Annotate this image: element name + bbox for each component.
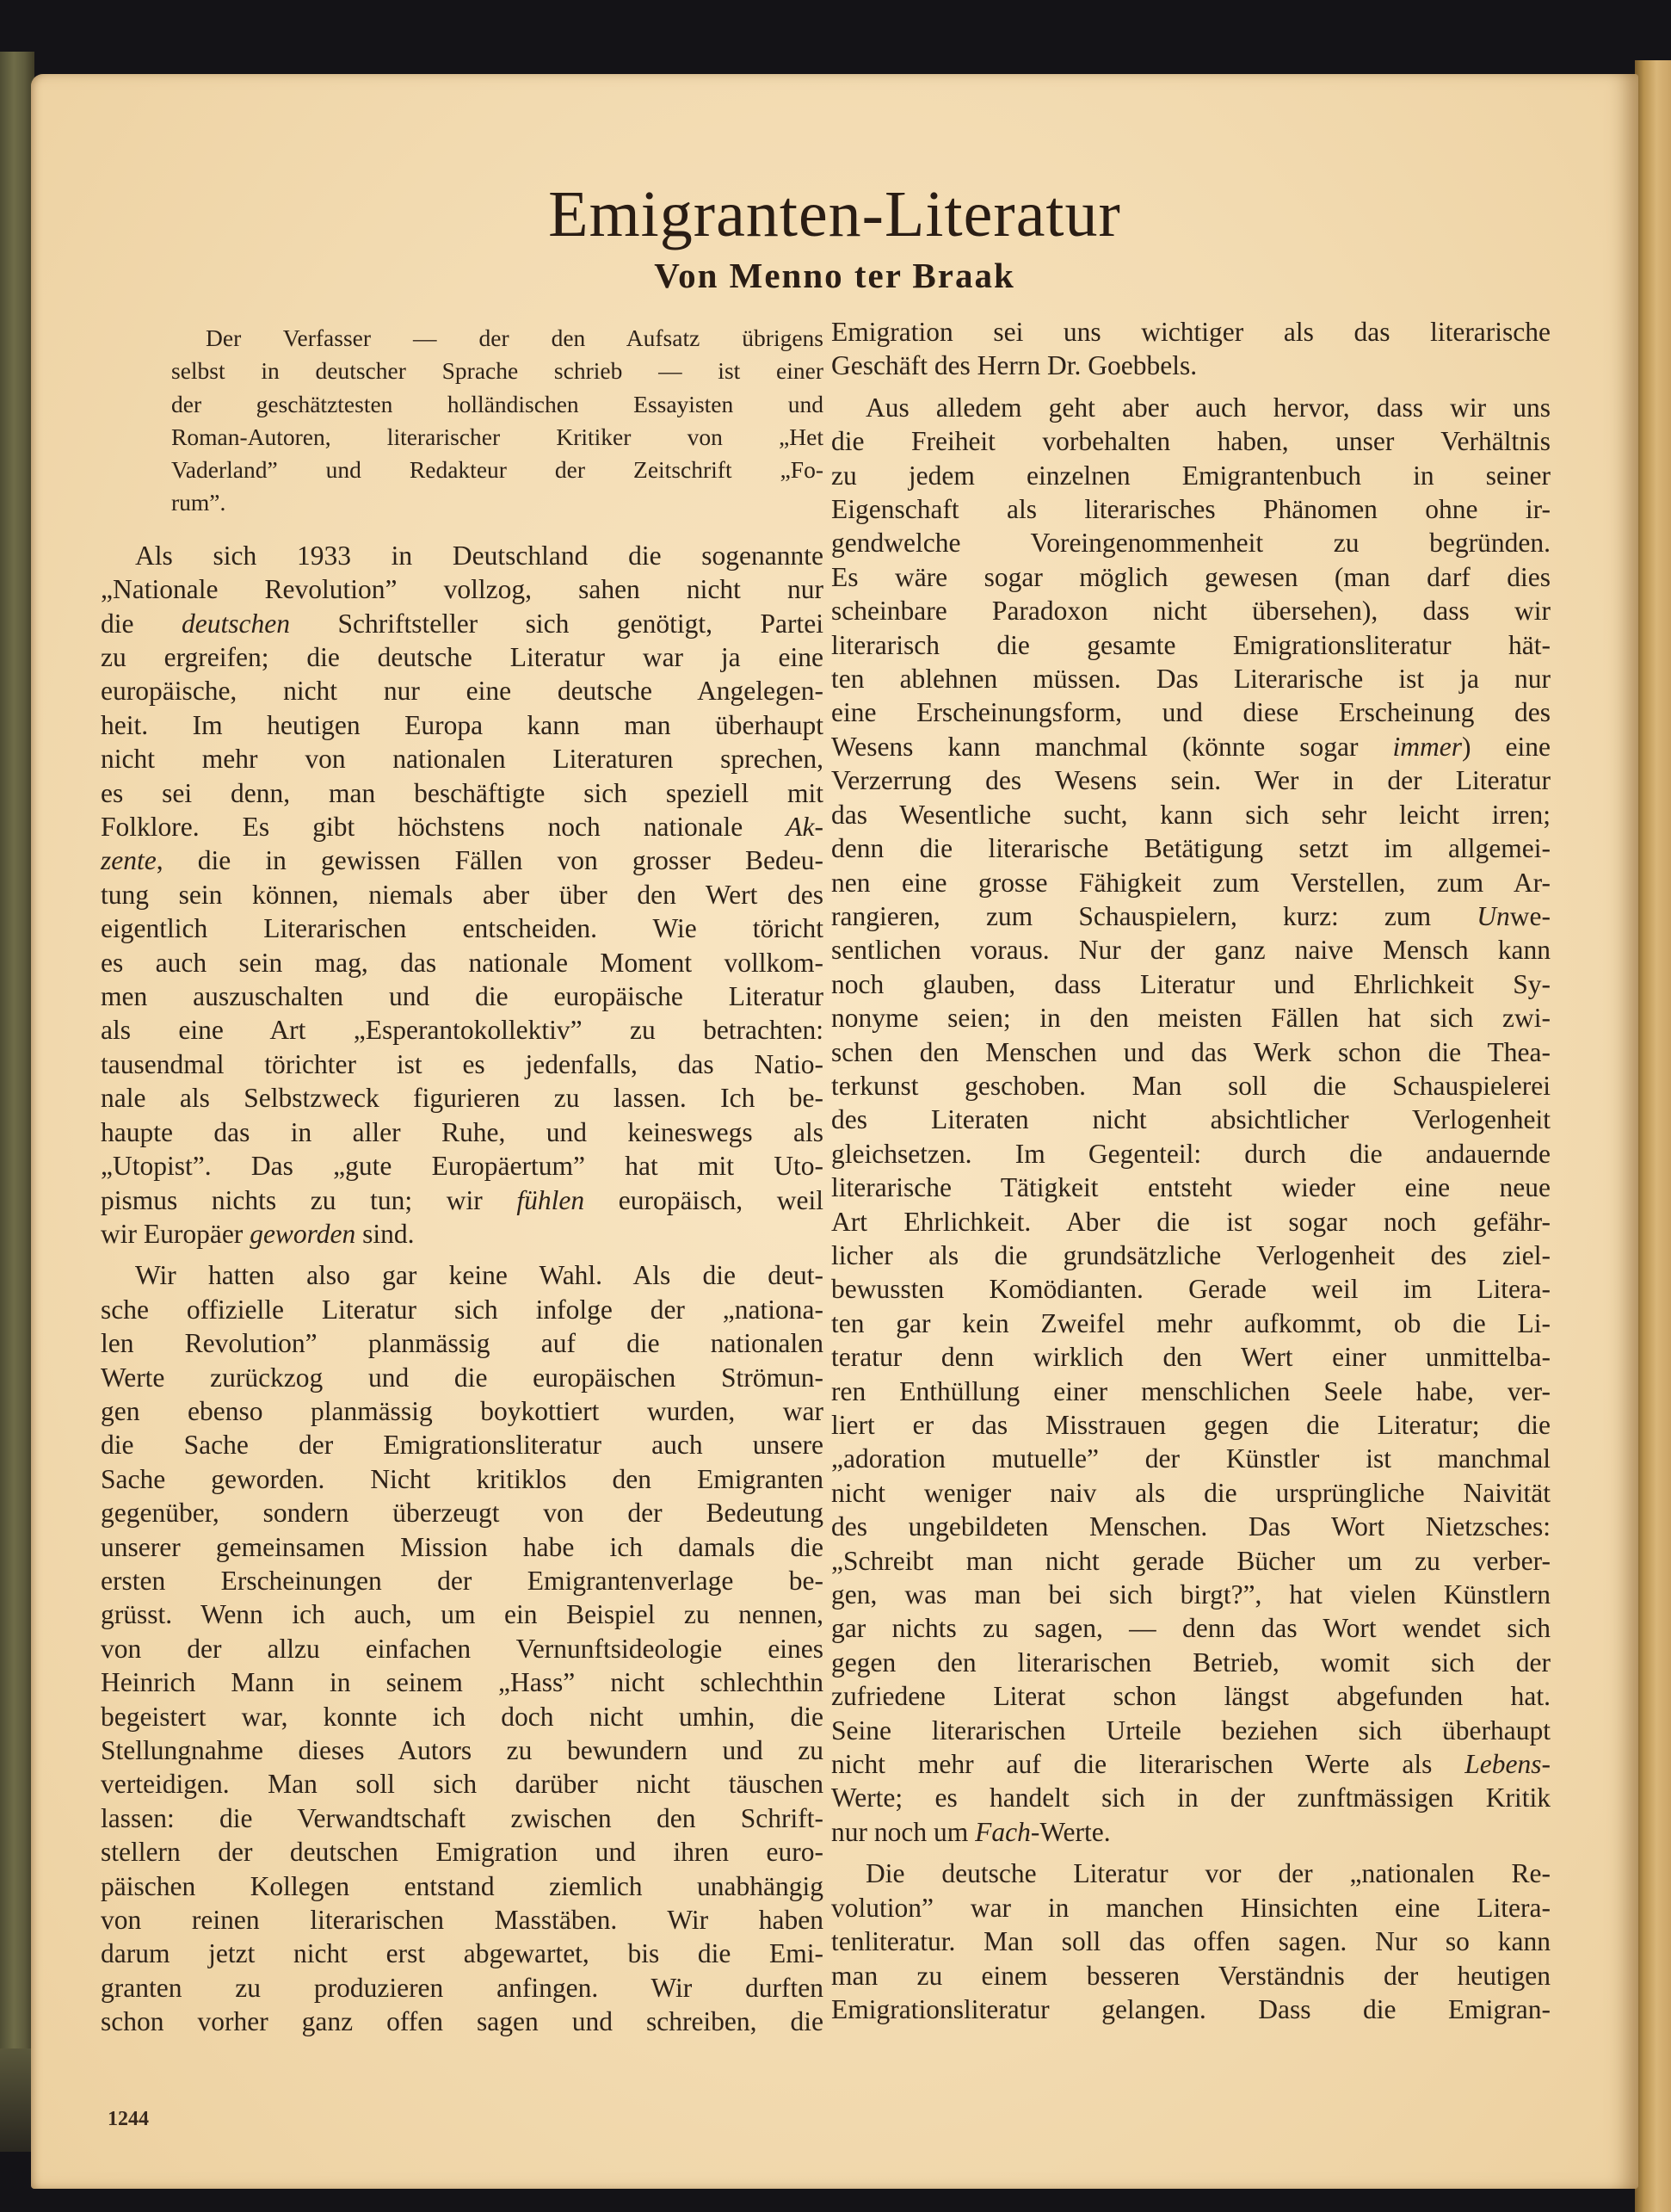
text-line: Es wäre sogar möglich gewesen (man darf dies <box>831 561 1551 592</box>
text-segment: nicht mehr auf die literarischen Werte als <box>831 1749 1465 1780</box>
author-note <box>171 322 823 520</box>
text-line: volution” war in manchen Hinsichten eine Litera- <box>831 1892 1551 1923</box>
text-line: Die deutsche Literatur vor der „nationalen Re- <box>866 1858 1551 1889</box>
text-line: ersten Erscheinungen der Emigrantenverlage be- <box>101 1565 823 1596</box>
next-page-edge <box>1635 60 1671 2212</box>
article-byline: Von Menno ter Braak <box>654 256 1015 295</box>
text-line <box>831 730 1551 763</box>
text-line: Geschäft des Herrn Dr. Goebbels. <box>831 350 1198 381</box>
text-line: man zu einem besseren Verständnis der heutigen <box>831 1960 1551 1991</box>
text-line: „Schreibt man nicht gerade Bücher um zu verber- <box>831 1545 1551 1576</box>
text-line: teratur denn wirklich den Wert einer unmittelba- <box>831 1342 1551 1373</box>
text-line: zu jedem einzelnen Emigrantenbuch in seiner <box>831 460 1551 491</box>
text-line: europäische, nicht nur eine deutsche Angelegen- <box>101 676 823 707</box>
paragraph <box>101 539 823 1251</box>
emphasis: Lebens- <box>1464 1749 1551 1780</box>
emphasis: Un <box>1477 900 1510 931</box>
text-line: gegen den literarischen Betrieb, womit sich der <box>831 1647 1551 1678</box>
book-binding <box>0 52 34 2100</box>
text-line: das Wesentliche sucht, kann sich sehr leicht irren; <box>831 799 1551 830</box>
paragraph <box>831 1857 1551 2026</box>
text-segment: -Werte. <box>1030 1816 1111 1847</box>
right-column <box>831 315 1551 2026</box>
text-line: päischen Kollegen entstand ziemlich unabhängig <box>101 1870 823 1901</box>
text-line: Werte; es handelt sich in der zunftmässigen Kritik <box>831 1783 1551 1813</box>
text-line: Aus alledem geht aber auch hervor, dass wir uns <box>866 392 1551 423</box>
text-line <box>831 899 1551 933</box>
emphasis: zente <box>101 845 157 876</box>
paragraph <box>831 315 1551 383</box>
text-segment: Schriftsteller sich genötigt, Partei <box>289 608 824 639</box>
text-line: nale als Selbstzweck figurieren zu lassen. Ich be- <box>101 1083 823 1114</box>
text-line: sentlichen voraus. Nur der ganz naive Mensch kann <box>831 935 1551 966</box>
text-line: lassen: die Verwandtschaft zwischen den Schrift- <box>101 1802 823 1833</box>
text-segment: rangieren, zum Schauspielern, kurz: zum <box>831 900 1477 931</box>
text-line: gleichsetzen. Im Gegenteil: durch die andauernde <box>831 1138 1551 1169</box>
text-segment: die <box>101 608 182 639</box>
text-line: „adoration mutuelle” der Künstler ist manchmal <box>831 1443 1551 1474</box>
text-line: stellern der deutschen Emigration und ihren euro- <box>101 1837 823 1868</box>
text-line <box>101 1183 823 1217</box>
text-line: selbst in deutscher Sprache schrieb — ist einer <box>171 357 823 385</box>
text-line: zu ergreifen; die deutsche Literatur war ja eine <box>101 642 823 672</box>
text-line: gegenüber, sondern überzeugt von der Bedeutung <box>101 1498 823 1529</box>
text-line: terkunst geschoben. Man soll die Schauspielerei <box>831 1070 1551 1101</box>
text-segment: wir Europäer <box>101 1218 250 1249</box>
left-column-body <box>101 539 823 2039</box>
text-line: nicht mehr von nationalen Literaturen sprechen, <box>101 744 823 775</box>
text-line: Sache geworden. Nicht kritiklos den Emigranten <box>101 1463 823 1494</box>
book-page <box>31 74 1638 2189</box>
text-line: von reinen literarischen Masstäben. Wir haben <box>101 1905 823 1936</box>
text-line: nonyme seien; in den meisten Fällen hat sich zwi- <box>831 1003 1551 1034</box>
text-line: Emigration sei uns wichtiger als das literarische <box>831 317 1551 347</box>
text-line: schon vorher ganz offen sagen und schreiben, die <box>101 2006 823 2037</box>
text-line: Der Verfasser — der den Aufsatz übrigens <box>206 324 823 351</box>
text-line: scheinbare Paradoxon nicht übersehen), dass wir <box>831 596 1551 627</box>
text-line: literarisch die gesamte Emigrationsliteratur hät- <box>831 629 1551 660</box>
emphasis: geworden <box>250 1218 356 1249</box>
text-line: der geschätztesten holländischen Essayisten und <box>171 390 823 417</box>
text-line: men auszuschalten und die europäische Literatur <box>101 981 823 1012</box>
text-segment: we- <box>1509 900 1551 931</box>
text-segment: europäisch, weil <box>584 1184 823 1215</box>
right-column-body <box>831 315 1551 2026</box>
text-line: sche offizielle Literatur sich infolge der „nationa- <box>101 1294 823 1325</box>
text-line: heit. Im heutigen Europa kann man überhaupt <box>101 709 823 740</box>
text-line: die Freiheit vorbehalten haben, unser Verhältnis <box>831 426 1551 457</box>
text-line: eigentlich Literarischen entscheiden. Wie töricht <box>101 913 823 944</box>
text-line: Art Ehrlichkeit. Aber die ist sogar noch gefähr- <box>831 1206 1551 1237</box>
text-line <box>101 810 823 843</box>
text-line: tung sein können, niemals aber über den Wert des <box>101 879 823 910</box>
emphasis: Fach <box>975 1816 1031 1847</box>
page-number: 1244 <box>108 2108 149 2130</box>
text-line: von der allzu einfachen Vernunftsideologie eines <box>101 1633 823 1664</box>
text-line: als eine Art „Esperantokollektiv” zu betrachten: <box>101 1015 823 1046</box>
text-segment: pismus nichts zu tun; wir <box>101 1184 517 1215</box>
text-line: Eigenschaft als literarisches Phänomen ohne ir- <box>831 494 1551 525</box>
text-line: unserer gemeinsamen Mission habe ich damals die <box>101 1531 823 1562</box>
emphasis: immer <box>1392 731 1462 762</box>
text-line: Verzerrung des Wesens sein. Wer in der Literatur <box>831 765 1551 796</box>
text-line: gen, was man bei sich birgt?”, hat vielen Künstlern <box>831 1579 1551 1610</box>
text-line: granten zu produzieren anfingen. Wir durften <box>101 1972 823 2003</box>
text-segment: sind. <box>355 1218 415 1249</box>
text-segment: Wesens kann manchmal (könnte sogar <box>831 731 1393 762</box>
text-line <box>101 607 823 640</box>
text-line: len Revolution” planmässig auf die nationalen <box>101 1328 823 1359</box>
text-line: verteidigen. Man soll sich darüber nicht täuschen <box>101 1769 823 1800</box>
text-segment: ) eine <box>1462 731 1551 762</box>
text-line: licher als die grundsätzliche Verlogenheit des ziel- <box>831 1239 1551 1270</box>
text-line: tausendmal törichter ist es jedenfalls, das Natio- <box>101 1048 823 1079</box>
emphasis: Ak- <box>786 812 823 843</box>
text-line: nen eine grosse Fähigkeit zum Verstellen, zum Ar- <box>831 867 1551 898</box>
text-line: des ungebildeten Menschen. Das Wort Nietzsches: <box>831 1511 1551 1542</box>
text-line: denn die literarische Betätigung setzt im allgemei- <box>831 833 1551 864</box>
text-line: es auch sein mag, das nationale Moment vollkom- <box>101 947 823 978</box>
text-line: tenliteratur. Man soll das offen sagen. Nur so kann <box>831 1926 1551 1957</box>
text-line: gendwelche Voreingenommenheit zu begründen. <box>831 528 1551 559</box>
text-line: haupte das in aller Ruhe, und keineswegs als <box>101 1116 823 1147</box>
text-line: rum”. <box>171 489 226 516</box>
left-column <box>101 322 823 2039</box>
text-line <box>101 843 823 877</box>
text-line: Wir hatten also gar keine Wahl. Als die deut- <box>135 1260 823 1291</box>
text-line: bewussten Komödianten. Gerade weil im Litera- <box>831 1274 1551 1305</box>
text-segment: nur noch um <box>831 1816 976 1847</box>
text-line: Emigrationsliteratur gelangen. Dass die Emigran- <box>831 1993 1551 2024</box>
text-line <box>101 1217 823 1251</box>
paragraph <box>831 391 1551 1849</box>
text-line: des Literaten nicht absichtlicher Verlogenheit <box>831 1104 1551 1135</box>
text-line: gar nichts zu sagen, — denn das Wort wendet sich <box>831 1613 1551 1644</box>
text-line: Werte zurückzog und die europäischen Strömun- <box>101 1362 823 1393</box>
text-line <box>831 1747 1551 1781</box>
text-line: nicht weniger naiv als die ursprüngliche Naivität <box>831 1477 1551 1508</box>
text-line: noch glauben, dass Literatur und Ehrlichkeit Sy- <box>831 968 1551 999</box>
text-line: grüsst. Wenn ich auch, um ein Beispiel zu nennen, <box>101 1599 823 1630</box>
text-line: liert er das Misstrauen gegen die Literatur; die <box>831 1410 1551 1440</box>
text-line: begeistert war, konnte ich doch nicht umhin, die <box>101 1701 823 1732</box>
paragraph <box>101 1258 823 2038</box>
text-line: eine Erscheinungsform, und diese Erscheinung des <box>831 697 1551 728</box>
text-line: Als sich 1933 in Deutschland die sogenannte <box>135 540 823 571</box>
text-line: ren Enthüllung einer menschlichen Seele habe, ver- <box>831 1375 1551 1406</box>
text-line: Heinrich Mann in seinem „Hass” nicht schlechthin <box>101 1667 823 1698</box>
text-line: Stellungnahme dieses Autors zu bewundern und zu <box>101 1735 823 1765</box>
text-segment: Folklore. Es gibt höchstens noch nationale <box>101 812 786 843</box>
text-line: die Sache der Emigrationsliteratur auch unsere <box>101 1430 823 1461</box>
text-line: gen ebenso planmässig boykottiert wurden, war <box>101 1395 823 1426</box>
text-segment: , die in gewissen Fällen von grosser Bedeu- <box>156 845 823 876</box>
text-line: Vaderland” und Redakteur der Zeitschrift „Fo- <box>171 456 823 484</box>
emphasis: fühlen <box>516 1184 585 1215</box>
text-line: „Utopist”. Das „gute Europäertum” hat mit Uto- <box>101 1151 823 1182</box>
text-line <box>831 1815 1551 1849</box>
text-line: „Nationale Revolution” vollzog, sahen nicht nur <box>101 574 823 605</box>
emphasis: deutschen <box>182 608 290 639</box>
text-line: literarische Tätigkeit entsteht wieder eine neue <box>831 1172 1551 1203</box>
text-line: schen den Menschen und das Werk schon die Thea- <box>831 1036 1551 1067</box>
text-line: Roman-Autoren, literarischer Kritiker von „Het <box>171 423 823 450</box>
text-line: Seine literarischen Urteile beziehen sich überhaupt <box>831 1715 1551 1746</box>
article-title: Emigranten-Literatur <box>548 178 1121 250</box>
text-line: ten ablehnen müssen. Das Literarische ist ja nur <box>831 664 1551 695</box>
text-line: darum jetzt nicht erst abgewartet, bis die Emi- <box>101 1938 823 1969</box>
text-line: es sei denn, man beschäftigte sich speziell mit <box>101 777 823 808</box>
text-line: zufriedene Literat schon längst abgefunden hat. <box>831 1681 1551 1712</box>
text-line: ten gar kein Zweifel mehr aufkommt, ob die Li- <box>831 1307 1551 1338</box>
